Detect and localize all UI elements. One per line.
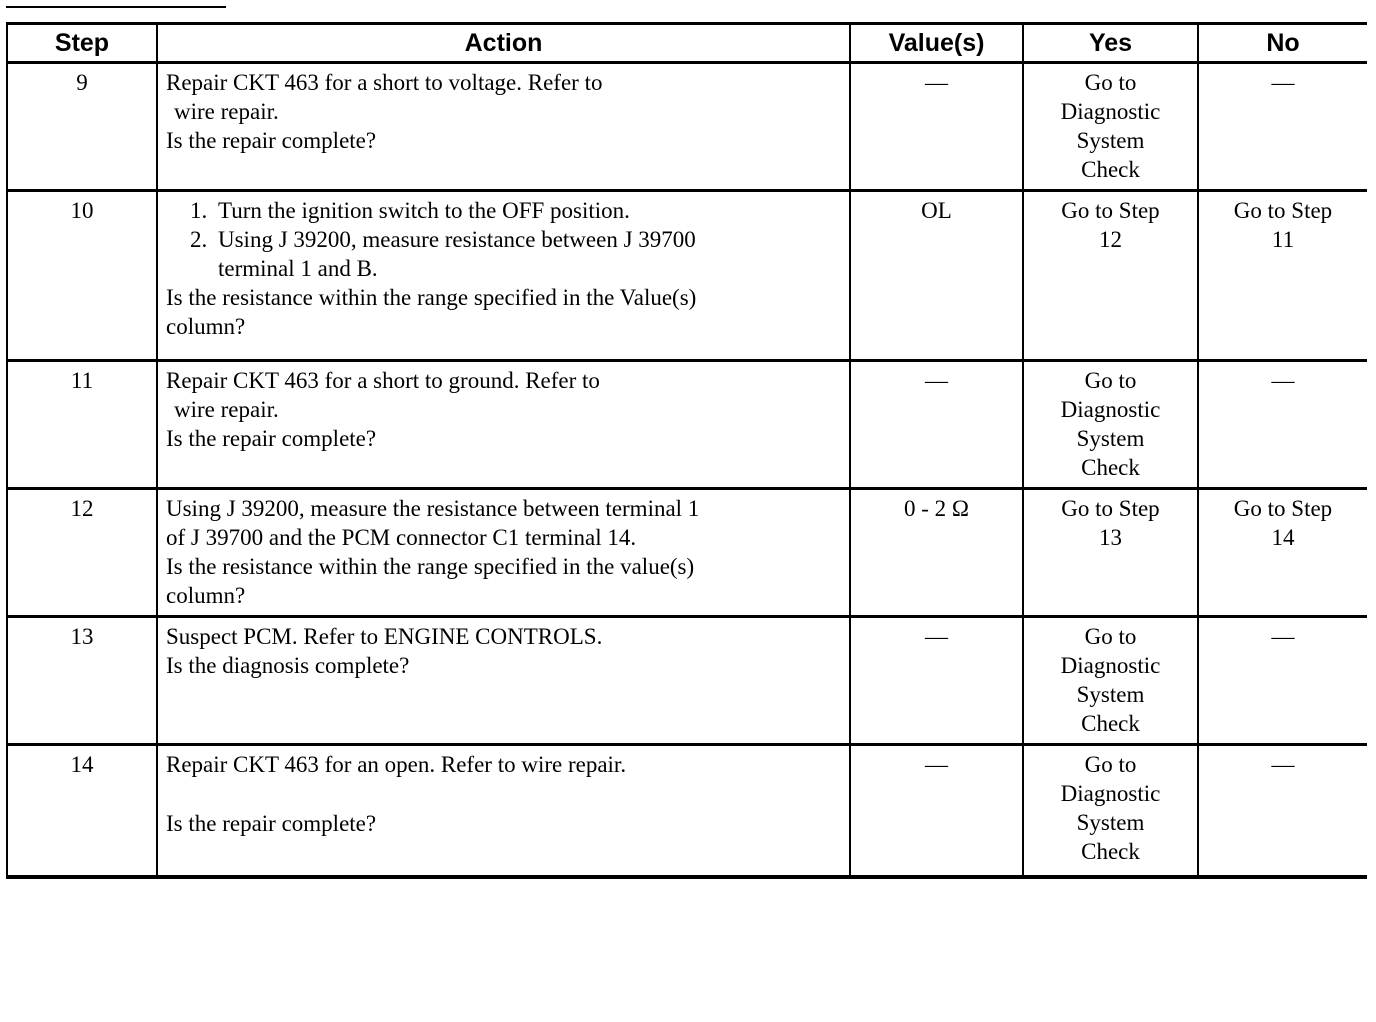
table-row <box>7 361 1367 489</box>
yes-line: Diagnostic <box>1060 99 1161 124</box>
value-cell: 0 - 2 Ω <box>850 489 1023 617</box>
step-number: 14 <box>7 745 157 877</box>
value-cell: — <box>850 361 1023 489</box>
header-no: No <box>1198 24 1367 63</box>
yes-line: Go to <box>1084 624 1137 649</box>
yes-line: System <box>1076 426 1145 451</box>
header-yes: Yes <box>1023 24 1198 63</box>
action-line: Suspect PCM. Refer to ENGINE CONTROLS. <box>166 624 603 649</box>
step-number: 11 <box>7 361 157 489</box>
yes-line: Go to Step <box>1061 496 1160 521</box>
action-cell <box>157 63 850 191</box>
value-cell: OL <box>850 191 1023 361</box>
yes-line: Go to Step <box>1061 198 1160 223</box>
no-line: Go to Step <box>1233 496 1333 521</box>
step-number: 12 <box>7 489 157 617</box>
table-row <box>7 191 1367 361</box>
action-line: wire repair. <box>174 397 279 422</box>
action-line: wire repair. <box>174 99 279 124</box>
yes-line: Check <box>1081 711 1140 736</box>
action-line: column? <box>166 314 246 339</box>
yes-line: Diagnostic <box>1060 397 1161 422</box>
action-step-item <box>190 196 843 225</box>
step-number: 9 <box>7 63 157 191</box>
yes-cell <box>1023 191 1198 361</box>
no-cell: — <box>1198 617 1367 745</box>
action-line: Is the diagnosis complete? <box>166 653 410 678</box>
step-number: 13 <box>7 617 157 745</box>
value-cell: — <box>850 745 1023 877</box>
value-cell: — <box>850 63 1023 191</box>
yes-cell <box>1023 745 1198 877</box>
yes-line: System <box>1076 810 1145 835</box>
header-action: Action <box>157 24 850 63</box>
action-line: Is the resistance within the range specified in the Value(s) <box>166 285 697 310</box>
action-line: Is the repair complete? <box>166 811 377 836</box>
action-line: Using J 39200, measure the resistance between terminal 1 <box>166 496 700 521</box>
no-cell <box>1198 489 1367 617</box>
yes-line: 12 <box>1099 227 1122 252</box>
no-cell: — <box>1198 63 1367 191</box>
yes-cell <box>1023 489 1198 617</box>
yes-cell <box>1023 617 1198 745</box>
yes-line: Diagnostic <box>1060 781 1161 806</box>
action-step-item <box>190 225 843 283</box>
yes-line: Check <box>1081 455 1140 480</box>
yes-line: Diagnostic <box>1060 653 1161 678</box>
table-row <box>7 745 1367 877</box>
no-line: Go to Step <box>1233 198 1333 223</box>
yes-line: Go to <box>1084 368 1137 393</box>
action-cell <box>157 489 850 617</box>
action-line: column? <box>166 583 246 608</box>
action-line: Repair CKT 463 for an open. Refer to wire repair. <box>166 752 627 777</box>
action-line: Is the repair complete? <box>166 426 377 451</box>
step-item-text: terminal 1 and B. <box>218 256 378 281</box>
step-item-number: 2. <box>190 227 208 252</box>
step-item-text: Using J 39200, measure resistance between J 39700 <box>218 227 696 252</box>
yes-line: System <box>1076 128 1145 153</box>
action-line: of J 39700 and the PCM connector C1 terminal 14. <box>166 525 637 550</box>
yes-cell <box>1023 63 1198 191</box>
step-item-text: Turn the ignition switch to the OFF position. <box>218 198 630 223</box>
no-line: 11 <box>1271 227 1295 252</box>
yes-line: 13 <box>1099 525 1122 550</box>
step-item-number: 1. <box>190 198 208 223</box>
step-number: 10 <box>7 191 157 361</box>
table-row <box>7 489 1367 617</box>
header-values: Value(s) <box>850 24 1023 63</box>
yes-line: Check <box>1081 839 1140 864</box>
yes-line: Go to <box>1084 752 1137 777</box>
header-step: Step <box>7 24 157 63</box>
action-cell <box>157 745 850 877</box>
diagnostic-table <box>6 22 1367 879</box>
no-cell: — <box>1198 745 1367 877</box>
action-cell <box>157 191 850 361</box>
no-line: 14 <box>1271 525 1295 550</box>
action-cell <box>157 617 850 745</box>
header-row <box>7 24 1367 63</box>
action-line: Is the resistance within the range specified in the value(s) <box>166 554 695 579</box>
table-row <box>7 617 1367 745</box>
no-cell: — <box>1198 361 1367 489</box>
action-line: Repair CKT 463 for a short to ground. Refer to <box>166 368 600 393</box>
action-steps-list <box>166 196 843 283</box>
yes-line: Check <box>1081 157 1140 182</box>
table-row <box>7 63 1367 191</box>
top-rule <box>6 6 226 8</box>
yes-line: System <box>1076 682 1145 707</box>
action-line: Repair CKT 463 for a short to voltage. Refer to <box>166 70 603 95</box>
action-cell <box>157 361 850 489</box>
yes-line: Go to <box>1084 70 1137 95</box>
value-cell: — <box>850 617 1023 745</box>
no-cell <box>1198 191 1367 361</box>
action-line: Is the repair complete? <box>166 128 377 153</box>
yes-cell <box>1023 361 1198 489</box>
